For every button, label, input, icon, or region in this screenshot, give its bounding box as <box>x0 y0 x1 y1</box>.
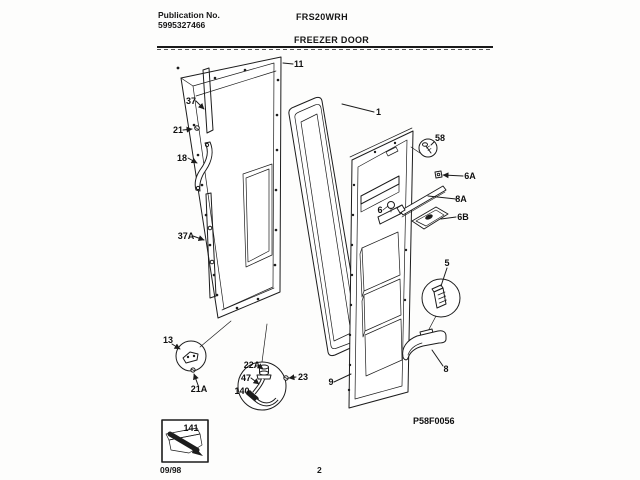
callout-circle-5 <box>422 279 460 333</box>
callout-label-8a: 8A <box>455 194 467 204</box>
section-title: FREEZER DOOR <box>294 35 370 45</box>
callout-label-23: 23 <box>298 372 309 382</box>
screw-21 <box>195 126 200 131</box>
tray-6b <box>412 207 448 229</box>
screw-21a <box>191 368 195 372</box>
callout-label-1: 1 <box>376 107 382 117</box>
revision-date: 09/98 <box>160 465 182 475</box>
rail-nut-6a <box>435 171 442 178</box>
callout-label-140: 140 <box>234 386 250 396</box>
callout-label-21a: 21A <box>190 384 208 394</box>
callout-label-6: 6 <box>377 205 383 215</box>
callout-label-8: 8 <box>443 364 449 374</box>
callout-label-11: 11 <box>294 59 304 69</box>
callout-label-5: 5 <box>444 258 450 268</box>
figure-code: P58F0056 <box>413 416 455 426</box>
callout-label-21: 21 <box>172 125 184 135</box>
callout-label-58: 58 <box>434 133 446 143</box>
publication-label: Publication No. <box>158 10 220 20</box>
model-number: FRS20WRH <box>296 12 348 22</box>
callout-circle-13 <box>176 321 231 371</box>
callout-label-9: 9 <box>328 377 334 387</box>
publication-number: 5995327466 <box>158 19 206 30</box>
callout-label-37: 37 <box>185 96 197 106</box>
callout-label-37a: 37A <box>177 231 195 241</box>
callout-label-18: 18 <box>176 153 188 163</box>
inner-door-panel <box>348 128 413 408</box>
callout-label-47: 47 <box>240 373 252 383</box>
callout-label-141: 141 <box>183 423 199 433</box>
callout-label-13: 13 <box>162 335 174 345</box>
callout-label-6a: 6A <box>464 171 476 181</box>
screw-23 <box>284 376 288 380</box>
screw-callout-58 <box>411 139 437 157</box>
callout-label-22a: 22A <box>243 360 261 370</box>
page-number: 2 <box>317 465 322 475</box>
callout-label-6b: 6B <box>457 212 469 222</box>
